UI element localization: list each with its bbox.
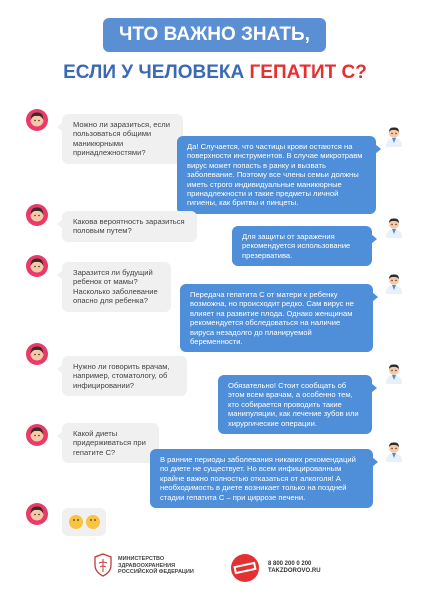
subtitle-text: ЕСЛИ У ЧЕЛОВЕКА <box>63 62 250 83</box>
ministry-line-1: МИНИСТЕРСТВО <box>118 556 165 562</box>
answer-text-5: В ранние периоды заболевания никаких рекомендаций по диете не существует. Но всем инфицированным крайне важно полностью отказаться от алкоголя! А необходимость в диете возникает только на поздней стадии гепатита С – при циррозе печени. <box>160 455 356 502</box>
page-title: ЧТО ВАЖНО ЗНАТЬ, <box>119 24 310 45</box>
question-bubble-5 <box>62 423 159 463</box>
answer-bubble-2 <box>232 226 372 266</box>
answer-bubble-5 <box>150 449 373 508</box>
ministry-label <box>118 556 194 576</box>
patient-avatar-icon <box>26 255 48 277</box>
doctor-avatar-icon <box>383 362 405 384</box>
ministry-line-3: РОССИЙСКОЙ ФЕДЕРАЦИИ <box>118 569 194 575</box>
answer-bubble-4 <box>218 375 372 434</box>
answer-text-1: Да! Случается, что частицы крови остаются на поверхности инструментов. В случае микротравм вирус может попасть в ранку и вызвать заболевание. Поэтому все члены семьи должны иметь строго индивидуальные маникюрные принадлежности и такие предметы личной гигиены, как бритвы и пинцеты. <box>187 142 363 208</box>
question-text-5: Какой диеты придерживаться при гепатите С? <box>73 429 146 457</box>
patient-avatar-icon <box>26 424 48 446</box>
hotline-block <box>268 561 321 575</box>
hotline-number: 8 800 200 0 200 <box>268 561 312 567</box>
question-text-2: Какова вероятность заразиться половым путем? <box>73 217 185 236</box>
website-link[interactable]: TAKZDOROVO.RU <box>268 568 321 574</box>
answer-text-4: Обязательно! Стоит сообщать об этом всем врачам, а особенно тем, кто собирается проводить такие манипуляции, как лечение зубов или хирургические операции. <box>228 381 359 428</box>
question-bubble-1 <box>62 114 183 164</box>
answer-text-3: Передача гепатита С от матери к ребенку возможна, но происходит редко. Сам вирус не влияет на развитие плода. Однако женщинам рекомендуется обследоваться на наличие вируса незадолго до планируемой беременности. <box>190 290 354 347</box>
doctor-avatar-icon <box>383 440 405 462</box>
subtitle-highlight: ГЕПАТИТ С? <box>249 62 367 83</box>
patient-avatar-icon <box>26 343 48 365</box>
question-text-4: Нужно ли говорить врачам, например, стоматологу, об инфицировании? <box>73 362 170 390</box>
question-bubble-4 <box>62 356 187 396</box>
patient-avatar-icon <box>26 503 48 525</box>
doctor-avatar-icon <box>383 272 405 294</box>
doctor-avatar-icon <box>383 216 405 238</box>
answer-bubble-3 <box>180 284 373 352</box>
question-bubble-2 <box>62 211 197 242</box>
takzdorovo-logo-icon <box>230 553 260 583</box>
patient-avatar-icon <box>26 204 48 226</box>
doctor-avatar-icon <box>383 125 405 147</box>
patient-avatar-icon <box>26 109 48 131</box>
emoji-bubble <box>62 508 106 536</box>
smile-emoji-icon <box>69 515 83 529</box>
question-text-3: Заразится ли будущий ребенок от мамы? Насколько заболевание опасно для ребенка? <box>73 268 158 306</box>
ministry-emblem-icon <box>93 553 113 577</box>
page-subtitle <box>0 62 430 84</box>
answer-text-2: Для защиты от заражения рекомендуется использование презерватива. <box>242 232 351 260</box>
question-bubble-3 <box>62 262 171 312</box>
title-banner <box>103 18 326 52</box>
question-text-1: Можно ли заразиться, если пользоваться общими маникюрными принадлежностями? <box>73 120 170 158</box>
ministry-line-2: ЗДРАВООХРАНЕНИЯ <box>118 562 176 569</box>
smile-emoji-icon <box>86 515 100 529</box>
answer-bubble-1 <box>177 136 376 214</box>
